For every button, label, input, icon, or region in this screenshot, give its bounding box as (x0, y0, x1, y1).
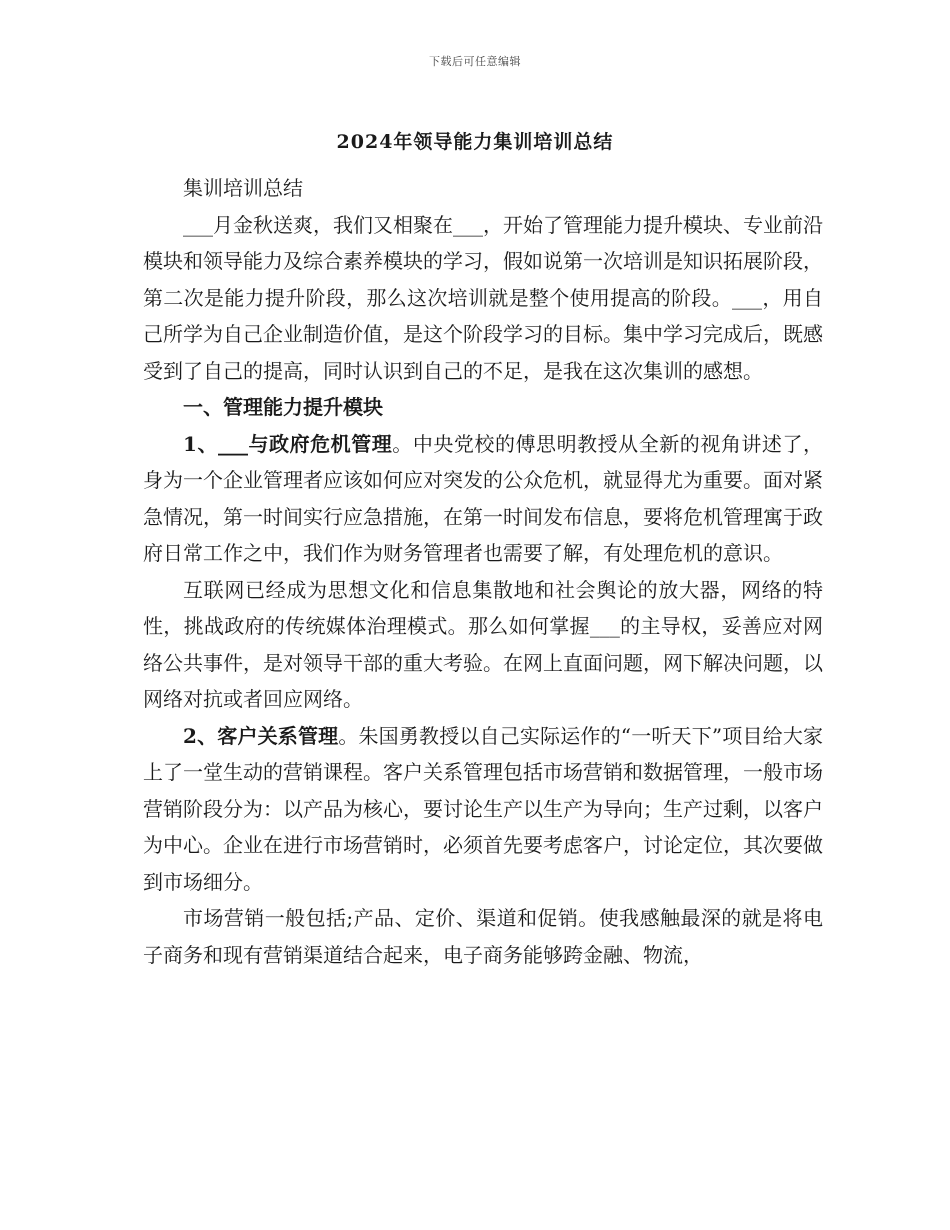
item2-text: 。朱国勇教授以自己实际运作的“一听天下”项目给大家上了一堂生动的营销课程。客户关系管理包括市场营销和数据管理，一般市场营销阶段分为：以产品为核心，要讨论生产以生产为导向；生产过剩，以客户为中心。企业在进行市场营销时，必须首先要考虑客户，讨论定位，其次要做到市场细分。 (143, 723, 823, 894)
header-note: 下载后可任意编辑 (429, 55, 521, 68)
item1-paragraph (143, 426, 823, 572)
document-body (143, 170, 823, 973)
subtitle-paragraph: 集训培训总结 (183, 176, 303, 200)
item1-text: 。中央党校的傅思明教授从全新的视角讲述了，身为一个企业管理者应该如何应对突发的公众危机，就显得尤为重要。面对紧急情况，第一时间实行应急措施，在第一时间发布信息，要将危机管理寓于政府日常工作之中，我们作为财务管理者也需要了解，有处理危机的意识。 (143, 431, 823, 565)
item2-paragraph (143, 718, 823, 901)
item2-heading: 2、客户关系管理 (183, 723, 339, 748)
document-title: 2024年领导能力集训培训总结 (336, 131, 614, 153)
section-heading (143, 389, 823, 426)
section-heading-text: 一、管理能力提升模块 (183, 395, 383, 419)
item1-heading: 1、___与政府危机管理 (183, 431, 393, 456)
intro-paragraph: ___月金秋送爽，我们又相聚在___，开始了管理能力提升模块、专业前沿模块和领导能力及综合素养模块的学习，假如说第一次培训是知识拓展阶段，第二次是能力提升阶段，那么这次培训就是整个使用提高的阶段。___，用自己所学为自己企业制造价值，是这个阶段学习的目标。集中学习完成后，既感受到了自己的提高，同时认识到自己的不足，是我在这次集训的感想。 (143, 212, 823, 383)
item1-paragraph-2: 互联网已经成为思想文化和信息集散地和社会舆论的放大器，网络的特性，挑战政府的传统媒体治理模式。那么如何掌握___的主导权，妥善应对网络公共事件，是对领导干部的重大考验。在网上直面问题，网下解决问题，以网络对抗或者回应网络。 (143, 577, 823, 711)
item2-paragraph-2: 市场营销一般包括;产品、定价、渠道和促销。使我感触最深的就是将电子商务和现有营销渠道结合起来，电子商务能够跨金融、物流， (143, 906, 823, 967)
